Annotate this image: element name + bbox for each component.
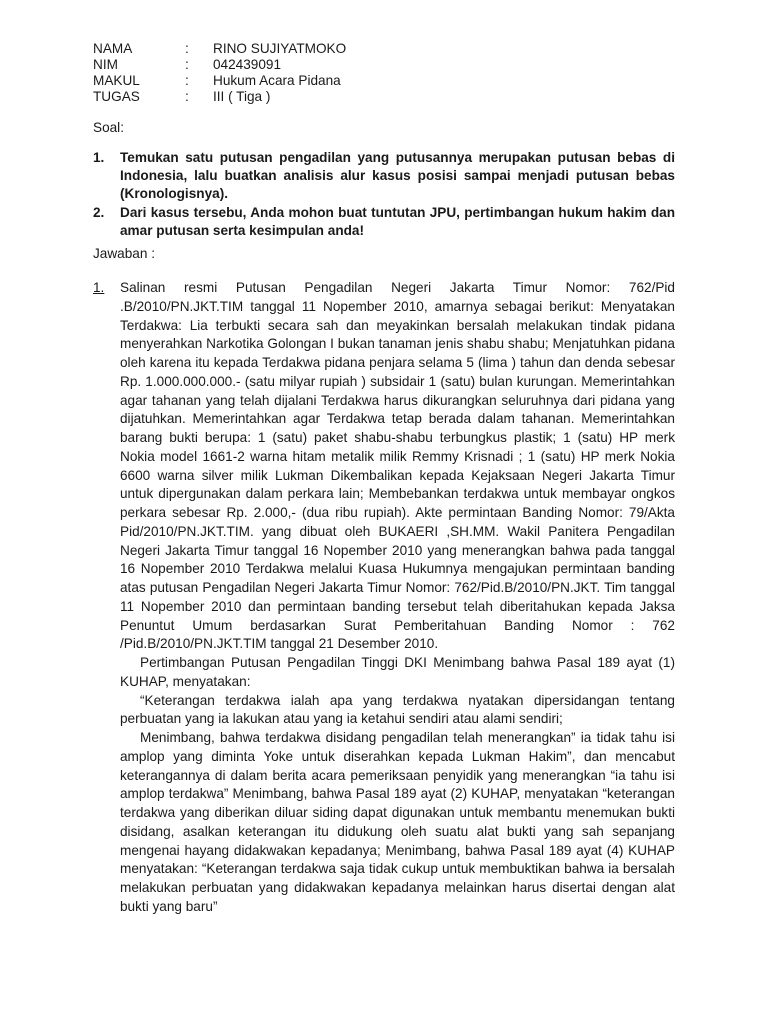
question-list (93, 149, 675, 241)
header-colon: : (185, 57, 189, 72)
question-text: Temukan satu putusan pengadilan yang putusannya merupakan putusan bebas di Indonesia, lalu buatkan analisis alur kasus posisi sampai menjadi putusan bebas (Kronologisnya). (120, 150, 675, 201)
header-value: 042439091 (213, 57, 282, 72)
answer-paragraph: “Keterangan terdakwa ialah apa yang terdakwa nyatakan dipersidangan tentang perbuatan yang ia lakukan atau yang ia ketahui sendiri atau alami sendiri; (120, 692, 675, 727)
header-row-makul (93, 73, 346, 89)
answer-body (120, 279, 675, 917)
header-label: NAMA (93, 41, 133, 56)
question-item (93, 149, 675, 203)
header-label: MAKUL (93, 73, 140, 88)
question-number: 2. (93, 205, 105, 220)
header-label: TUGAS (93, 89, 140, 104)
question-text: Dari kasus tersebu, Anda mohon buat tuntutan JPU, pertimbangan hukum hakim dan amar putusan serta kesimpulan anda! (120, 205, 675, 238)
header-value: Hukum Acara Pidana (213, 73, 341, 88)
header-colon: : (185, 89, 189, 104)
header-row-tugas (93, 89, 346, 105)
header-value: RINO SUJIYATMOKO (213, 41, 347, 56)
header-colon: : (185, 41, 189, 56)
header-row-nama (93, 41, 346, 57)
header-label: NIM (93, 57, 118, 72)
answer-number: 1. (93, 280, 105, 295)
student-info-header (93, 41, 346, 105)
answer-paragraph: Pertimbangan Putusan Pengadilan Tinggi DKI Menimbang bahwa Pasal 189 ayat (1) KUHAP, menyatakan: (120, 655, 675, 689)
soal-heading: Soal: (93, 120, 124, 135)
answer-section (93, 279, 675, 917)
header-row-nim (93, 57, 346, 73)
header-value: III ( Tiga ) (213, 89, 271, 104)
answer-paragraph: Salinan resmi Putusan Pengadilan Negeri Jakarta Timur Nomor: 762/Pid .B/2010/PN.JKT.TIM tanggal 11 Nopember 2010, amarnya sebagai berikut: Menyatakan Terdakwa: Lia terbukti secara sah dan meyakinkan bersalah melakukan tindak pidana menyerahkan Narkotika Golongan I bukan tanaman jenis shabu shabu; Menjatuhkan pidana oleh karena itu kepada Terdakwa pidana penjara selama 5 (lima ) tahun dan denda sebesar Rp. 1.000.000.000.- (satu milyar rupiah ) subsidair 1 (satu) bulan kurungan. Memerintahkan agar tahanan yang telah dijalani Terdakwa harus dikurangkan seluruhnya dari pidana yang dijatuhkan. Memerintahkan agar Terdakwa tetap berada dalam tahanan. Memerintahkan barang bukti berupa: 1 (satu) paket shabu-shabu terbungkus plastik; 1 (satu) HP merk Nokia model 1661-2 warna hitam metalik milik Remmy Krisnadi ; 1 (satu) HP merk Nokia 6600 warna silver milik Lukman Dikembalikan kepada Kejaksaan Negeri Jakarta Timur untuk dipergunakan dalam perkara lain; Membebankan terdakwa untuk membayar ongkos perkara sebesar Rp. 2.000,- (dua ribu rupiah). Akte permintaan Banding Nomor: 79/Akta Pid/2010/PN.JKT.TIM. yang dibuat oleh BUKAERI ,SH.MM. Wakil Panitera Pengadilan Negeri Jakarta Timur tanggal 16 Nopember 2010 yang menerangkan bahwa pada tanggal 16 Nopember 2010 Terdakwa melalui Kuasa Hukumnya mengajukan permintaan banding atas putusan Pengadilan Negeri Jakarta Timur Nomor: 762/Pid.B/2010/PN.JKT. Tim tanggal 11 Nopember 2010 dan permintaan banding tersebut telah diberitahukan kepada Jaksa Penuntut Umum berdasarkan Surat Pemberitahuan Banding Nomor : 762 /Pid.B/2010/PN.JKT.TIM tanggal 21 Desember 2010. (120, 280, 675, 652)
header-colon: : (185, 73, 189, 88)
jawaban-heading: Jawaban : (93, 246, 155, 261)
answer-item (93, 279, 675, 917)
question-item (93, 204, 675, 240)
question-number: 1. (93, 150, 105, 165)
answer-paragraph: Menimbang, bahwa terdakwa disidang pengadilan telah menerangkan” ia tidak tahu isi amplop yang diminta Yoke untuk diserahkan kepada Lukman Hakim”, dan mencabut keterangannya di dalam berita acara pemeriksaan penyidik yang menerangkan “ia tahu isi amplop terdakwa” Menimbang, bahwa Pasal 189 ayat (2) KUHAP, menyatakan “keterangan terdakwa yang diberikan diluar siding dapat digunakan untuk membantu menemukan bukti disidang, asalkan keterangan itu didukung oleh suatu alat bukti yang sah sepanjang mengenai hayang didakwakan kepadanya; Menimbang, bahwa Pasal 189 ayat (4) KUHAP menyatakan: “Keterangan terdakwa saja tidak cukup untuk membuktikan bahwa ia bersalah melakukan perbuatan yang didakwakan kepadanya melainkan harus disertai dengan alat bukti yang baru” (120, 730, 675, 914)
